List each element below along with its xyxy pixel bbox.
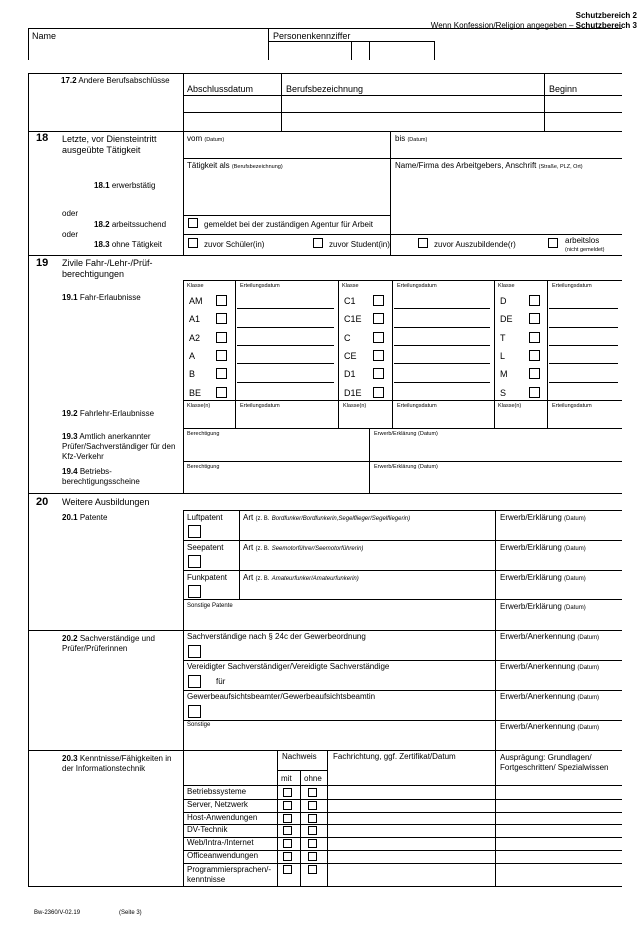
sv-gewo-label: Sachverständige nach § 24c der Gewerbeordnung	[187, 632, 366, 641]
sv-gewo-erwerb	[500, 633, 599, 641]
luftpatent-checkbox[interactable]	[188, 525, 201, 538]
luft-erwerb	[500, 514, 586, 522]
oder-2: oder	[62, 230, 79, 239]
name-field[interactable]	[30, 42, 268, 58]
gemeldet-label: gemeldet bei der zuständigen Agentur für Arbeit	[204, 220, 373, 229]
section-20-3-num: 20.3	[62, 754, 78, 763]
fe-checkbox-d1[interactable]	[373, 368, 384, 379]
fe-checkbox-t[interactable]	[529, 332, 540, 343]
section-20-2	[62, 634, 180, 654]
personenkennziffer-label: Personenkennziffer	[273, 31, 351, 41]
see-art	[243, 544, 363, 552]
sonstige-erwerb-text: Erwerb/Anerkennung	[500, 722, 576, 731]
fe-checkbox-ce[interactable]	[373, 350, 384, 361]
it-ohne-checkbox-6[interactable]	[308, 852, 317, 861]
fe-class-l: L	[500, 350, 506, 361]
it-ohne-checkbox-3[interactable]	[308, 814, 317, 823]
sonstige-patente-erwerb	[500, 603, 586, 611]
student-label: zuvor Student(in)	[329, 240, 390, 249]
section-17-2-label	[61, 75, 176, 86]
schutzbereich-3: Schutzbereich 3	[575, 21, 637, 30]
luft-zb: (z. B.	[255, 516, 270, 522]
fe-checkbox-am[interactable]	[216, 295, 227, 306]
sv-gewo-erwerb-text: Erwerb/Anerkennung	[500, 632, 576, 641]
fe-class-m: M	[500, 369, 508, 380]
vom-text: vom	[187, 134, 203, 143]
fe-checkbox-c[interactable]	[373, 332, 384, 343]
fl-klasse-3: Klasse(n)	[498, 403, 522, 409]
fl-klasse-2: Klasse(n)	[343, 403, 367, 409]
col-abschlussdatum: Abschlussdatum	[187, 84, 254, 94]
gemeldet-checkbox[interactable]	[188, 218, 198, 228]
fe-checkbox-be[interactable]	[216, 387, 227, 398]
section-20-1-text: Patente	[79, 513, 108, 522]
section-18-3-text: ohne Tätigkeit	[111, 240, 162, 249]
funk-art-label: Art	[243, 573, 254, 582]
fe-checkbox-a1[interactable]	[216, 313, 227, 324]
seepatent-label: Seepatent	[187, 543, 224, 552]
nachweis-label: Nachweis	[282, 752, 317, 761]
bis-label	[395, 135, 427, 144]
taetigkeit-small: (Berufsbezeichnung)	[231, 164, 283, 170]
section-20-2-num: 20.2	[62, 634, 78, 643]
fe-class-am: AM	[189, 296, 203, 306]
arbeitslos-checkbox[interactable]	[548, 238, 558, 248]
it-ohne-checkbox-5[interactable]	[308, 839, 317, 848]
fuer-label: für	[216, 677, 226, 686]
fe-class-b: B	[189, 369, 196, 380]
ga-erwerb-text: Erwerb/Anerkennung	[500, 692, 576, 701]
funk-art	[243, 574, 359, 582]
fl-klasse-1: Klasse(n)	[187, 403, 211, 409]
arbeitslos-small: (nicht gemeldet)	[565, 247, 605, 253]
luft-erwerb-text: Erwerb/Erklärung	[500, 513, 562, 522]
section-19-1-text: Fahr-Erlaubnisse	[79, 293, 141, 302]
ga-erwerb-small: (Datum)	[577, 695, 600, 701]
section-18-2	[94, 221, 166, 229]
fe-klasse-header-1: Klasse	[187, 283, 204, 289]
pruefer-berechtigung: Berechtigung	[187, 431, 220, 437]
fl-datum-1: Erteilungsdatum	[240, 403, 280, 409]
luftpatent-label: Luftpatent	[187, 513, 223, 522]
fe-checkbox-d1e[interactable]	[373, 387, 384, 398]
it-mit-checkbox-1[interactable]	[283, 788, 292, 797]
arbeitslos-label: arbeitslos	[565, 236, 600, 245]
fe-class-c1e: C1E	[344, 314, 362, 325]
gewerbeaufsicht-label: Gewerbeaufsichtsbeamter/Gewerbeaufsichtsbeamtin	[187, 692, 376, 701]
fe-class-be: BE	[189, 387, 202, 398]
it-mit-checkbox-5[interactable]	[283, 839, 292, 848]
form-code: Bw-2360/V-02.19	[34, 910, 81, 916]
taetigkeit-text: Tätigkeit als	[187, 161, 230, 170]
fe-checkbox-c1e[interactable]	[373, 313, 384, 324]
schutzbereich-2: Schutzbereich 2	[575, 11, 637, 20]
section-18-1	[94, 182, 155, 190]
sv-vereidigt-label: Vereidigter Sachverständiger/Vereidigte Sachverständige	[187, 662, 390, 671]
fe-class-c1: C1	[344, 296, 356, 306]
mit-label: mit	[281, 774, 292, 783]
it-item-4: DV-Technik	[187, 825, 228, 835]
it-mit-checkbox-7[interactable]	[283, 865, 292, 874]
name-label: Name	[32, 31, 57, 41]
sonstige-patente-label: Sonstige Patente	[187, 603, 233, 609]
funkpatent-checkbox[interactable]	[188, 585, 201, 598]
fe-class-d1: D1	[344, 369, 356, 380]
luft-art-label: Art	[243, 513, 254, 522]
see-erwerb-small: (Datum)	[564, 546, 586, 552]
section-19-2	[62, 410, 154, 418]
section-19-2-text: Fahrlehr-Erlaubnisse	[79, 409, 155, 418]
page-number: (Seite 3)	[119, 910, 142, 916]
fl-datum-3: Erteilungsdatum	[552, 403, 592, 409]
taetigkeit-label	[187, 162, 283, 171]
sp-erwerb-small: (Datum)	[564, 605, 586, 611]
fe-class-a2: A2	[189, 332, 201, 343]
it-item-2: Server, Netzwerk	[187, 799, 248, 809]
berufsabschluss-rows[interactable]	[184, 96, 622, 130]
seepatent-checkbox[interactable]	[188, 555, 201, 568]
funkpatent-label: Funkpatent	[187, 573, 228, 582]
see-art-label: Art	[243, 543, 254, 552]
it-item-1: Betriebssysteme	[187, 787, 247, 796]
bis-small: (Datum)	[407, 137, 428, 143]
it-item-3: Host-Anwendungen	[187, 812, 258, 822]
arbeitgeber-label	[395, 162, 583, 171]
section-20-2-text: Sachverständige und Prüfer/Prüferinnen	[62, 634, 155, 653]
section-17-2-num: 17.2	[61, 76, 77, 85]
section-19-4	[62, 467, 180, 487]
luft-erwerb-small: (Datum)	[564, 516, 586, 522]
section-18-1-num: 18.1	[94, 181, 110, 190]
student-checkbox[interactable]	[313, 238, 323, 248]
konfession-prefix: Wenn Konfession/Religion angegeben –	[430, 21, 576, 30]
section-19-title: Zivile Fahr-/Lehr-/Prüf-berechtigungen	[62, 258, 153, 279]
fe-checkbox-de[interactable]	[529, 313, 540, 324]
section-19-3-text: Amtlich anerkannter Prüfer/Sachverständiger für den Kfz-Verkehr	[62, 432, 176, 461]
sv-vereidigt-checkbox[interactable]	[188, 675, 201, 688]
auspraegung-label: Ausprägung: Grundlagen/ Fortgeschritten/ Spezialwissen	[500, 753, 609, 772]
fachrichtung-label: Fachrichtung, ggf. Zertifikat/Datum	[333, 752, 456, 761]
fe-class-ce: CE	[344, 350, 357, 361]
section-20-3-text: Kenntnisse/Fähigkeiten in der Informationstechnik	[62, 754, 172, 773]
it-ohne-checkbox-1[interactable]	[308, 788, 317, 797]
section-20-title: Weitere Ausbildungen	[62, 497, 150, 507]
fe-datum-header-3: Erteilungsdatum	[552, 283, 592, 289]
sv-gewo-erwerb-small: (Datum)	[577, 635, 600, 641]
fe-datum-header-1: Erteilungsdatum	[240, 283, 280, 289]
fe-class-t: T	[500, 332, 506, 343]
fe-checkbox-m[interactable]	[529, 368, 540, 379]
it-item-7: Programmiersprachen/-kenntnisse	[187, 864, 272, 884]
ohne-label: ohne	[304, 774, 322, 783]
section-20-3	[62, 754, 182, 774]
section-19-3	[62, 432, 180, 462]
pruefer-erwerb: Erwerb/Erklärung (Datum)	[374, 431, 438, 437]
gewerbeaufsicht-erwerb	[500, 693, 599, 701]
section-17-2-text: Andere Berufsabschlüsse	[78, 76, 170, 85]
sonstige-label: Sonstige	[187, 722, 211, 728]
section-19-1	[62, 294, 141, 302]
funk-erwerb-small: (Datum)	[564, 576, 586, 582]
it-mit-checkbox-3[interactable]	[283, 814, 292, 823]
section-18-2-num: 18.2	[94, 220, 110, 229]
funk-zb: (z. B.	[255, 576, 270, 582]
luft-art-example: Bordfunker/Bordfunkerin,Segelflieger/Segelfliegerin)	[271, 516, 411, 522]
funk-erwerb-text: Erwerb/Erklärung	[500, 573, 562, 582]
oder-1: oder	[62, 209, 79, 218]
fe-class-de: DE	[500, 314, 513, 325]
it-item-5: Web/Intra-/Internet	[187, 838, 254, 848]
fe-checkbox-c1[interactable]	[373, 295, 384, 306]
bbs-berechtigung: Berechtigung	[187, 464, 220, 470]
sv-vereidigt-erwerb-text: Erwerb/Anerkennung	[500, 662, 576, 671]
section-19-3-num: 19.3	[62, 432, 78, 441]
bis-text: bis	[395, 134, 406, 143]
personenkennziffer-field[interactable]	[270, 42, 434, 58]
section-18-3	[94, 241, 162, 249]
it-mit-checkbox-4[interactable]	[283, 826, 292, 835]
section-19-2-num: 19.2	[62, 409, 78, 418]
sv-vereidigt-erwerb-small: (Datum)	[577, 665, 600, 671]
fe-klasse-header-3: Klasse	[498, 283, 515, 289]
fe-class-s: S	[500, 387, 507, 398]
section-18-2-text: arbeitssuchend	[111, 220, 167, 229]
arbeitgeber-text: Name/Firma des Arbeitgebers, Anschrift	[395, 161, 537, 170]
bbs-erwerb: Erwerb/Erklärung (Datum)	[374, 464, 438, 470]
fe-checkbox-a[interactable]	[216, 350, 227, 361]
it-mit-checkbox-6[interactable]	[283, 852, 292, 861]
azubi-label: zuvor Auszubildende(r)	[434, 240, 516, 249]
see-zb: (z. B.	[255, 546, 270, 552]
it-ohne-checkbox-2[interactable]	[308, 801, 317, 810]
sv-vereidigt-erwerb	[500, 663, 599, 671]
fe-class-d1e: D1E	[344, 387, 362, 398]
azubi-checkbox[interactable]	[418, 238, 428, 248]
sonstige-erwerb-small: (Datum)	[577, 725, 600, 731]
fe-class-d: D	[500, 296, 507, 306]
section-20-num: 20	[36, 496, 49, 508]
it-ohne-checkbox-7[interactable]	[308, 865, 317, 874]
section-19-4-num: 19.4	[62, 467, 78, 476]
col-berufsbezeichnung: Berufsbezeichnung	[286, 84, 364, 94]
section-20-1	[62, 514, 107, 522]
section-19-1-num: 19.1	[62, 293, 78, 302]
see-erwerb	[500, 544, 586, 552]
fe-checkbox-b[interactable]	[216, 368, 227, 379]
section-19-4-text: Betriebs-berechtigungsscheine	[62, 467, 140, 486]
fe-class-c: C	[344, 332, 351, 343]
it-mit-checkbox-2[interactable]	[283, 801, 292, 810]
fe-checkbox-a2[interactable]	[216, 332, 227, 343]
see-erwerb-text: Erwerb/Erklärung	[500, 543, 562, 552]
funk-erwerb	[500, 574, 586, 582]
schueler-checkbox[interactable]	[188, 238, 198, 248]
vom-label	[187, 135, 224, 144]
it-ohne-checkbox-4[interactable]	[308, 826, 317, 835]
arbeitgeber-small: (Straße, PLZ, Ort)	[538, 164, 583, 170]
fe-checkbox-d[interactable]	[529, 295, 540, 306]
fe-datum-header-2: Erteilungsdatum	[397, 283, 437, 289]
funk-art-example: Amateurfunker/Amateurfunkerin)	[271, 576, 359, 582]
section-20-1-num: 20.1	[62, 513, 78, 522]
fe-klasse-header-2: Klasse	[342, 283, 359, 289]
section-19-num: 19	[36, 257, 49, 269]
fe-checkbox-s[interactable]	[529, 387, 540, 398]
sonstige-erwerb	[500, 723, 599, 731]
col-beginn: Beginn	[549, 84, 578, 94]
it-item-6: Officeanwendungen	[187, 851, 259, 860]
fe-checkbox-l[interactable]	[529, 350, 540, 361]
sv-gewo-checkbox[interactable]	[188, 645, 201, 658]
see-art-example: Seemotorführer/Seemotorführerin)	[271, 546, 364, 552]
schueler-label: zuvor Schüler(in)	[204, 240, 265, 249]
fe-class-a1: A1	[189, 314, 201, 325]
luft-art	[243, 514, 410, 522]
section-18-3-num: 18.3	[94, 240, 110, 249]
gewerbeaufsicht-checkbox[interactable]	[188, 705, 201, 718]
section-18-1-text: erwerbstätig	[111, 181, 156, 190]
fl-datum-2: Erteilungsdatum	[397, 403, 437, 409]
vom-small: (Datum)	[204, 137, 225, 143]
section-18-num: 18	[36, 132, 49, 144]
fe-class-a: A	[189, 350, 196, 361]
sp-erwerb-text: Erwerb/Erklärung	[500, 602, 562, 611]
section-18-title: Letzte, vor Diensteintritt ausgeübte Tätigkeit	[62, 134, 157, 155]
